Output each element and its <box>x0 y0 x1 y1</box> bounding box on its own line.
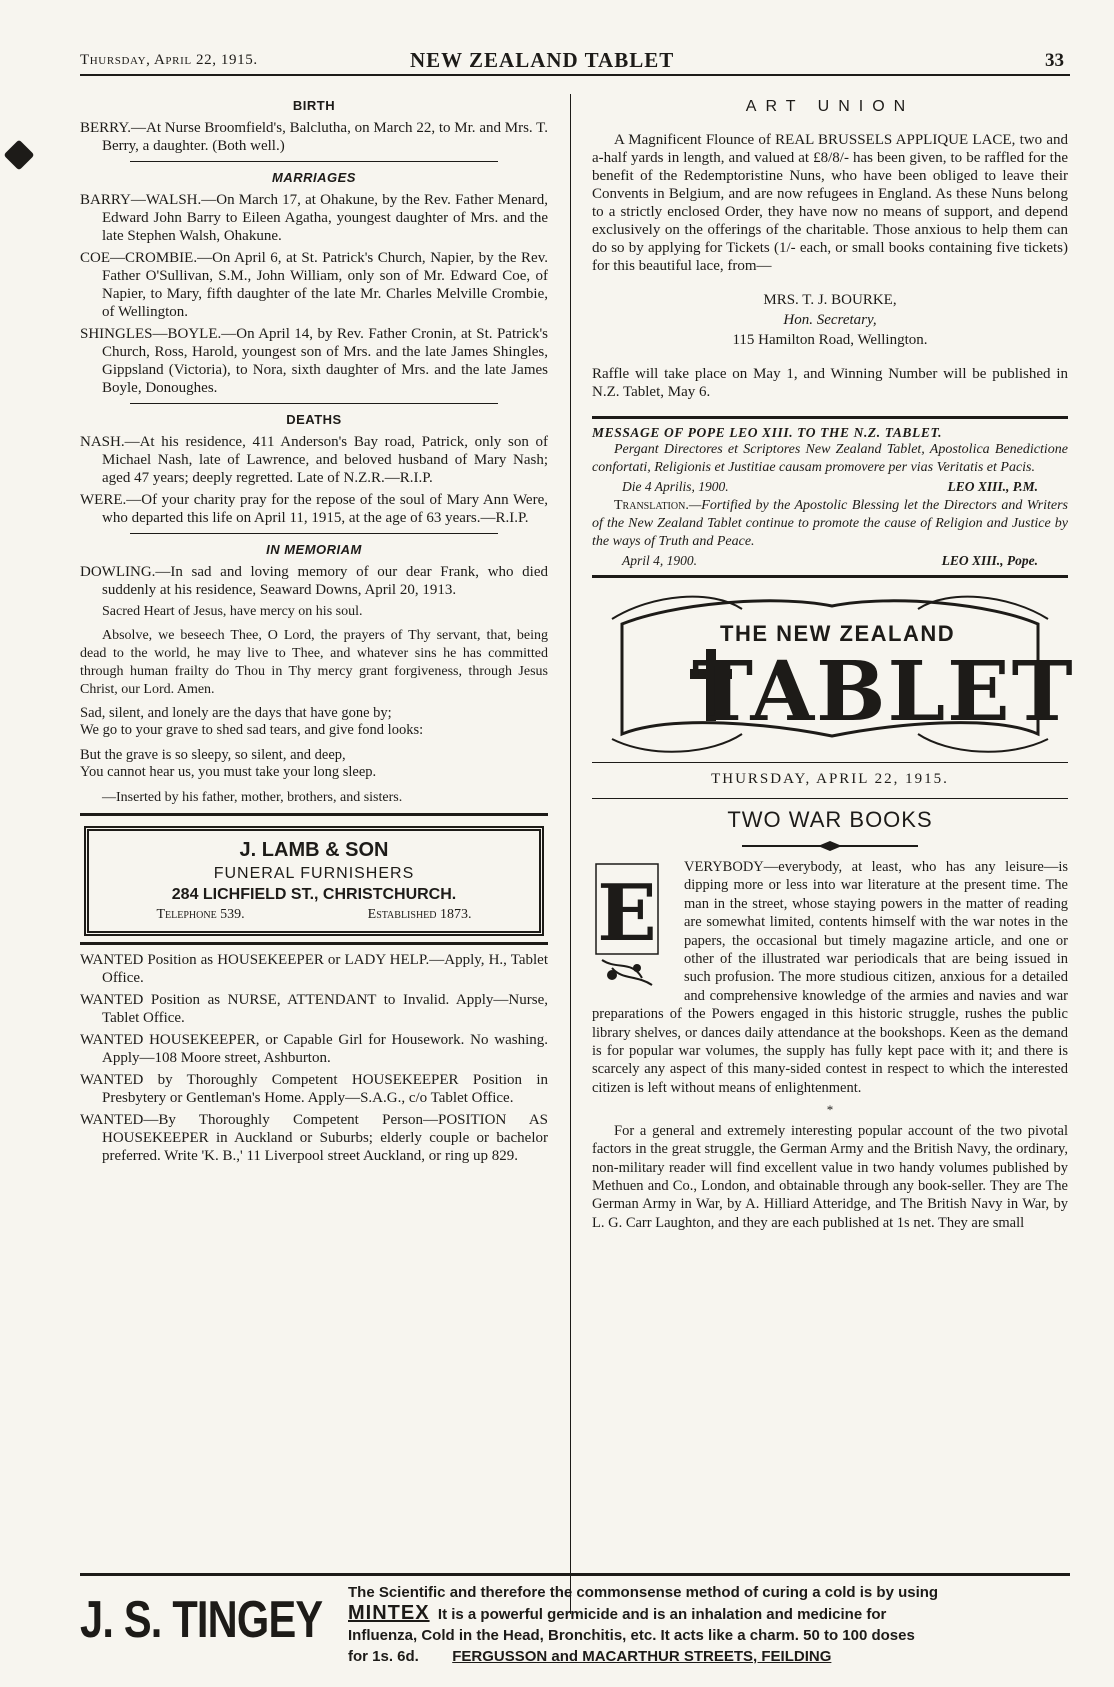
funeral-ad <box>84 826 544 936</box>
footer-price: for 1s. 6d. <box>348 1648 419 1665</box>
memoriam-entry: DOWLING.—In sad and loving memory of our dear Frank, who died suddenly at his residence, Seaward Downs, April 20, 1913. <box>80 564 548 598</box>
marriage-entry: BARRY—WALSH.—On March 17, at Ohakune, by the Rev. Father Menard, Edward John Barry to Eileen Agatha, youngest daughter of Mrs. and the late Stephen Walsh, Ohakune. <box>80 192 548 244</box>
art-union-body: A Magnificent Flounce of REAL BRUSSELS APPLIQUE LACE, two and a-half yards in length, and valued at £8/8/- has been given, to be raffled for the benefit of the Redemptoristine Nuns, who have been obliged to leave their Convents in Belgium, and are now refugees in England. As these Nuns belong to a strictly enclosed Order, they have now no means of support, and depend exclusively on the offerings of the charitable. Those anxious to help them can do so by applying for Tickets (1/- each, or small books containing five tickets) for this beautiful lace, from— <box>592 132 1068 274</box>
death-entry: NASH.—At his residence, 411 Anderson's Bay road, Patrick, only son of Michael Nash, late of Lawrence, and beloved husband of Mary Nash; aged 47 years; deeply regretted. Late of N.Z.R.—R.I.P. <box>80 434 548 486</box>
pope-message-translation-block <box>592 497 1068 551</box>
title-ornament <box>592 839 1068 853</box>
section-rule <box>130 161 498 162</box>
funeral-ad-trade: FUNERAL FURNISHERS <box>213 865 415 882</box>
footer-ad <box>80 1573 1070 1674</box>
dropcap-ornament-icon <box>592 860 674 990</box>
logo-top-text: THE NEW ZEALAND <box>720 621 956 646</box>
footer-line-4 <box>348 1646 1068 1667</box>
footer-address: FERGUSSON and MACARTHUR STREETS, FEILDING <box>452 1648 832 1665</box>
article-separator: * <box>826 1102 834 1118</box>
footer-line-1: The Scientific and therefore the commonsense method of curing a cold is by using <box>348 1584 939 1601</box>
pope-message-latin: Pergant Directores et Scriptores New Zealand Tablet, Apostolica Benedictione confortati, Religionis et Justitiae causam promovere per vias Veritatis et Pacis. <box>592 442 1068 475</box>
art-union-contact-address: 115 Hamilton Road, Wellington. <box>732 332 928 348</box>
left-column <box>80 94 548 1169</box>
memoriam-verse-1 <box>80 705 548 739</box>
footer-line-2-text: It is a powerful germicide and is an inhalation and medicine for <box>437 1606 887 1623</box>
wanted-ad: WANTED Position as NURSE, ATTENDANT to Invalid. Apply—Nurse, Tablet Office. <box>80 992 548 1026</box>
death-entry: WERE.—Of your charity pray for the repose of the soul of Mary Ann Were, who departed this life on April 11, 1915, at the age of 63 years.—R.I.P. <box>80 492 548 526</box>
funeral-ad-name: J. LAMB & SON <box>239 839 389 861</box>
pope-message-latin-signature <box>592 479 1068 495</box>
page-number: 33 <box>1045 50 1064 71</box>
dropcap <box>592 860 674 990</box>
verse-line: Sad, silent, and lonely are the days that have gone by; <box>80 705 392 721</box>
art-union-contact-name: MRS. T. J. BOURKE, <box>763 292 897 308</box>
header-masthead: NEW ZEALAND TABLET <box>410 48 675 72</box>
pope-message-translation-signature <box>592 553 1068 569</box>
section-rule <box>592 798 1068 799</box>
birth-entry: BERRY.—At Nurse Broomfield's, Balclutha, on March 22, to Mr. and Mrs. T. Berry, a daughter. (Both well.) <box>80 120 548 154</box>
article-title: TWO WAR BOOKS <box>727 807 933 832</box>
marriage-entry: SHINGLES—BOYLE.—On April 14, by Rev. Father Cronin, at St. Patrick's Church, Ross, Harold, youngest son of Mrs. and the late James Shingles, Gippsland (Victoria), to Nora, sixth daughter of Mrs. and the late James Boyle, Donoughes. <box>80 326 548 396</box>
footer-line-3: Influenza, Cold in the Head, Bronchitis, etc. It acts like a charm. 50 to 100 doses <box>348 1627 915 1644</box>
funeral-ad-address: 284 LICHFIELD ST., CHRISTCHURCH. <box>171 886 457 903</box>
section-rule <box>592 575 1068 578</box>
pope-message-title: MESSAGE OF POPE LEO XIII. TO THE N.Z. TABLET. <box>592 425 943 440</box>
section-rule <box>80 942 548 945</box>
wanted-ad: WANTED HOUSEKEEPER, or Capable Girl for Housework. No washing. Apply—108 Moore street, Ashburton. <box>80 1032 548 1066</box>
footer-copy <box>348 1582 1068 1667</box>
dropcap-letter: E <box>597 868 657 959</box>
pope-message <box>592 425 1068 569</box>
memoriam-prayer: Absolve, we beseech Thee, O Lord, the prayers of Thy servant, that, being dead to the world, he may live to Thee, and whatever sins he has committed through human frailty do Thou in Thy mercy grant forgiveness, through Jesus Christ, our Lord. Amen. <box>80 628 548 697</box>
verse-line: You cannot hear us, you must take your long sleep. <box>80 764 377 780</box>
article-para-1: VERYBODY—everybody, at least, who has any leisure—is dipping more or less into war literature at the present time. The man in the street, whose staying powers in the matter of reading are somewhat limited, contents himself with the war notes in the papers, the occasional but timely magazine article, and one or other of the illustrated war periodicals that are being issued in such profusion. The more studious citizen, anxious for a detailed and comprehensive knowledge of the armies and navies and war preparations of the Powers engaged in this historic struggle, rushes the public library shelves, or dances daily attendance at the bookshops. Keen as the demand is for popular war volumes, the supply has fully kept pace with it; and there is scarcely any aspect of this many-sided contest in respect to which the interested citizen is left without means of enlightenment. <box>592 859 1068 1096</box>
footer-product: MINTEX <box>348 1602 430 1624</box>
memoriam-signoff: —Inserted by his father, mother, brothers, and sisters. <box>102 790 403 805</box>
section-rule <box>592 416 1068 419</box>
wanted-ad: WANTED by Thoroughly Competent HOUSEKEEPER Position in Presbytery or Gentleman's Home. Apply—S.A.G., c/o Tablet Office. <box>80 1072 548 1106</box>
section-rule <box>592 762 1068 763</box>
section-rule <box>130 533 498 534</box>
art-union-contact-role: Hon. Secretary, <box>783 312 877 328</box>
funeral-ad-details <box>95 907 533 923</box>
footer-brand: J. S. TINGEY <box>80 1591 323 1649</box>
deaths-heading: DEATHS <box>286 412 342 427</box>
pope-message-latin-date: Die 4 Aprilis, 1900. <box>622 479 729 494</box>
pope-message-latin-sign: LEO XIII., P.M. <box>947 479 1038 494</box>
page-header <box>80 48 1070 76</box>
header-date: Thursday, April 22, 1915. <box>80 52 258 68</box>
memoriam-line: Sacred Heart of Jesus, have mercy on his soul. <box>102 604 363 619</box>
article-body <box>592 858 1068 1232</box>
marriages-heading: MARRIAGES <box>272 170 356 185</box>
marriage-entry: COE—CROMBIE.—On April 6, at St. Patrick's Church, Napier, by the Rev. Father O'Sullivan, S.M., John William, only son of Mr. Edward Coe, of Napier, to Mary, fifth daughter of the late Mr. Charles Melville Crombie, of Wellington. <box>80 250 548 320</box>
pope-message-translation-label: Translation. <box>614 498 689 513</box>
pope-message-trans-sign: LEO XIII., Pope. <box>941 553 1038 568</box>
logo-big-text: TABLET <box>692 644 1075 740</box>
memoriam-heading: IN MEMORIAM <box>266 542 362 557</box>
newspaper-page <box>80 48 1075 1678</box>
section-rule <box>130 403 498 404</box>
issue-date: THURSDAY, APRIL 22, 1915. <box>711 771 949 787</box>
memoriam-verse-2 <box>80 747 548 781</box>
section-rule <box>80 813 548 816</box>
tablet-logo <box>592 584 1075 754</box>
footer-line-2 <box>348 1603 1068 1625</box>
birth-heading: BIRTH <box>292 98 336 113</box>
right-column <box>592 94 1075 1232</box>
funeral-ad-telephone: Telephone 539. <box>156 907 245 922</box>
column-divider <box>570 94 571 1614</box>
margin-mark <box>3 139 34 170</box>
article-para-2: For a general and extremely interesting popular account of the two pivotal factors in the great struggle, the German Army and the British Navy, the ordinary, non-military reader will find excellent value in two handy volumes published by Methuen and Co., London, and obtainable through any book-seller. They are The German Army in War, by A. Hilliard Atteridge, and The British Navy in War, by L. G. Carr Laughton, and they are each published at 1s net. They are small <box>592 1122 1068 1231</box>
art-union-raffle-note: Raffle will take place on May 1, and Winning Number will be published in N.Z. Tablet, May 6. <box>592 366 1068 400</box>
verse-line: But the grave is so sleepy, so silent, and deep, <box>80 747 346 763</box>
pope-message-trans-date: April 4, 1900. <box>622 553 698 568</box>
pope-message-translation: —Fortified by the Apostolic Blessing let the Directors and Writers of the New Zealand Tablet continue to promote the cause of Religion and Justice by the ways of Truth and Peace. <box>592 498 1068 549</box>
funeral-ad-established: Established 1873. <box>367 907 472 922</box>
verse-line: We go to your grave to shed sad tears, and give fond looks: <box>80 722 424 738</box>
wanted-ad: WANTED—By Thoroughly Competent Person—POSITION AS HOUSEKEEPER in Auckland or Suburbs; elderly couple or bachelor preferred. Write 'K. B.,' 11 Liverpool street Auckland, or ring up 829. <box>80 1112 548 1164</box>
art-union-heading: ART UNION <box>745 98 915 115</box>
wanted-ad: WANTED Position as HOUSEKEEPER or LADY HELP.—Apply, H., Tablet Office. <box>80 952 548 986</box>
